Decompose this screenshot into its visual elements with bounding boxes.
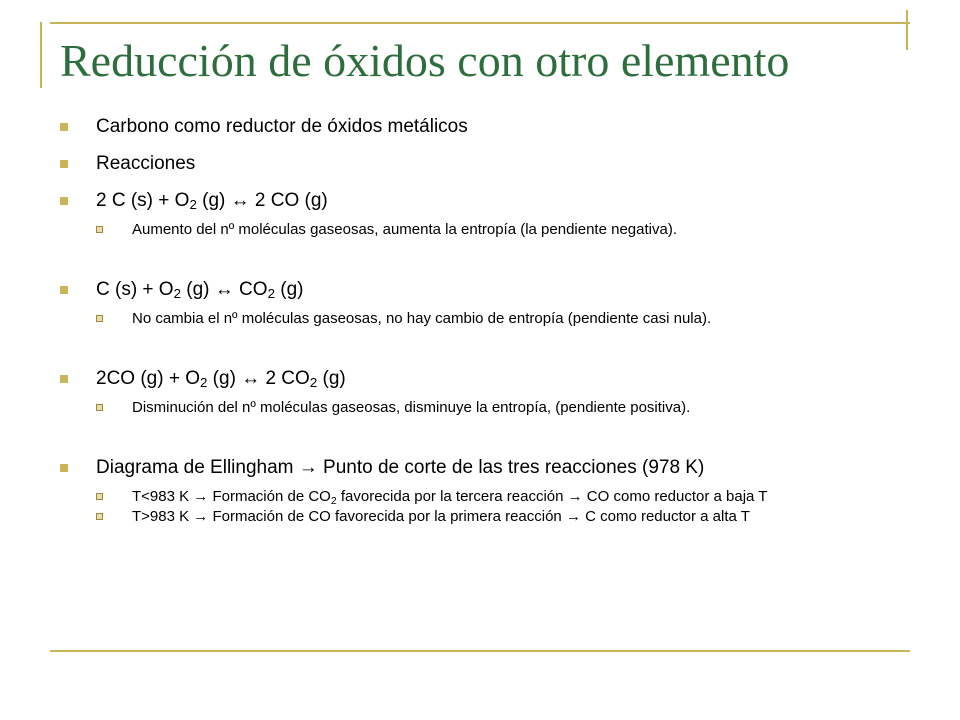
double-arrow-icon: ↔	[230, 190, 250, 211]
square-bullet-icon	[60, 197, 68, 205]
eq-part: 2 CO (g)	[249, 190, 328, 211]
slide-title: Reducción de óxidos con otro elemento	[60, 35, 790, 86]
eq-part: (g)	[274, 279, 304, 300]
sub-part: CO como reductor a baja T	[582, 488, 768, 505]
eq-part: 2 CO	[260, 368, 310, 389]
right-arrow-icon: →	[567, 488, 583, 505]
bullet-carbono	[60, 116, 920, 138]
eq-part: (g)	[207, 368, 242, 389]
eq-part: (g)	[196, 190, 231, 211]
sub-part: Formación de CO favorecida por la primera reacción	[208, 508, 566, 525]
sub-part: favorecida por la tercera reacción	[336, 488, 568, 505]
right-arrow-icon: →	[193, 488, 209, 505]
bullet-reaction-1	[60, 190, 920, 212]
bullet-ellingham	[60, 457, 920, 479]
eq-subscript: 2	[200, 375, 208, 390]
sub-part: C como reductor a alta T	[580, 508, 750, 525]
eq-part: 2 C (s) + O	[96, 190, 190, 211]
bullet-list	[60, 116, 920, 534]
right-arrow-icon: →	[565, 508, 581, 525]
sub-bullet-reaction-2	[96, 310, 920, 328]
eq-part: C (s) + O	[96, 279, 174, 300]
bullet-part: Punto de corte de las tres reacciones (978 K)	[317, 457, 705, 478]
checkbox-bullet-icon	[96, 404, 103, 411]
eq-part: (g)	[317, 368, 346, 389]
left-rule	[40, 22, 42, 88]
sub-part: T<983 K	[132, 488, 194, 505]
bullet-reaction-3	[60, 368, 920, 390]
eq-subscript: 2	[267, 286, 275, 301]
bottom-rule	[50, 650, 910, 652]
eq-subscript: 2	[173, 286, 181, 301]
bullet-text: Carbono como reductor de óxidos metálicos	[96, 116, 468, 137]
sub-bullet-text: No cambia el nº moléculas gaseosas, no hay cambio de entropía (pendiente casi nula).	[132, 310, 712, 327]
sub-bullet-high-temp	[96, 508, 920, 526]
right-arrow-icon: →	[193, 508, 209, 525]
right-arrow-icon: →	[298, 457, 318, 478]
eq-subscript: 2	[309, 375, 318, 390]
square-bullet-icon	[60, 375, 68, 383]
sub-part: Formación de CO	[208, 488, 331, 505]
sub-bullet-reaction-1	[96, 221, 920, 239]
checkbox-bullet-icon	[96, 513, 103, 520]
sub-bullet-text: Aumento del nº moléculas gaseosas, aumenta la entropía (la pendiente negativa).	[132, 221, 677, 238]
double-arrow-icon: ↔	[241, 368, 261, 389]
sub-part: T>983 K	[132, 508, 194, 525]
double-arrow-icon: ↔	[214, 279, 234, 300]
eq-part: (g)	[181, 279, 215, 300]
square-bullet-icon	[60, 160, 68, 168]
right-rule	[906, 10, 908, 50]
square-bullet-icon	[60, 123, 68, 131]
top-rule	[50, 22, 910, 24]
eq-subscript: 2	[330, 495, 337, 507]
square-bullet-icon	[60, 286, 68, 294]
eq-subscript: 2	[189, 197, 197, 212]
sub-bullet-text: Disminución del nº moléculas gaseosas, disminuye la entropía, (pendiente positiva).	[132, 399, 691, 416]
checkbox-bullet-icon	[96, 226, 103, 233]
checkbox-bullet-icon	[96, 315, 103, 322]
bullet-part: Diagrama de Ellingham	[96, 457, 299, 478]
sub-bullet-low-temp	[96, 488, 920, 506]
square-bullet-icon	[60, 464, 68, 472]
bullet-reaction-2	[60, 279, 920, 301]
eq-part: 2CO (g) + O	[96, 368, 200, 389]
sub-bullet-reaction-3	[96, 399, 920, 417]
checkbox-bullet-icon	[96, 493, 103, 500]
bullet-text: Reacciones	[96, 153, 196, 174]
eq-part: CO	[233, 279, 268, 300]
bullet-reacciones	[60, 153, 920, 175]
